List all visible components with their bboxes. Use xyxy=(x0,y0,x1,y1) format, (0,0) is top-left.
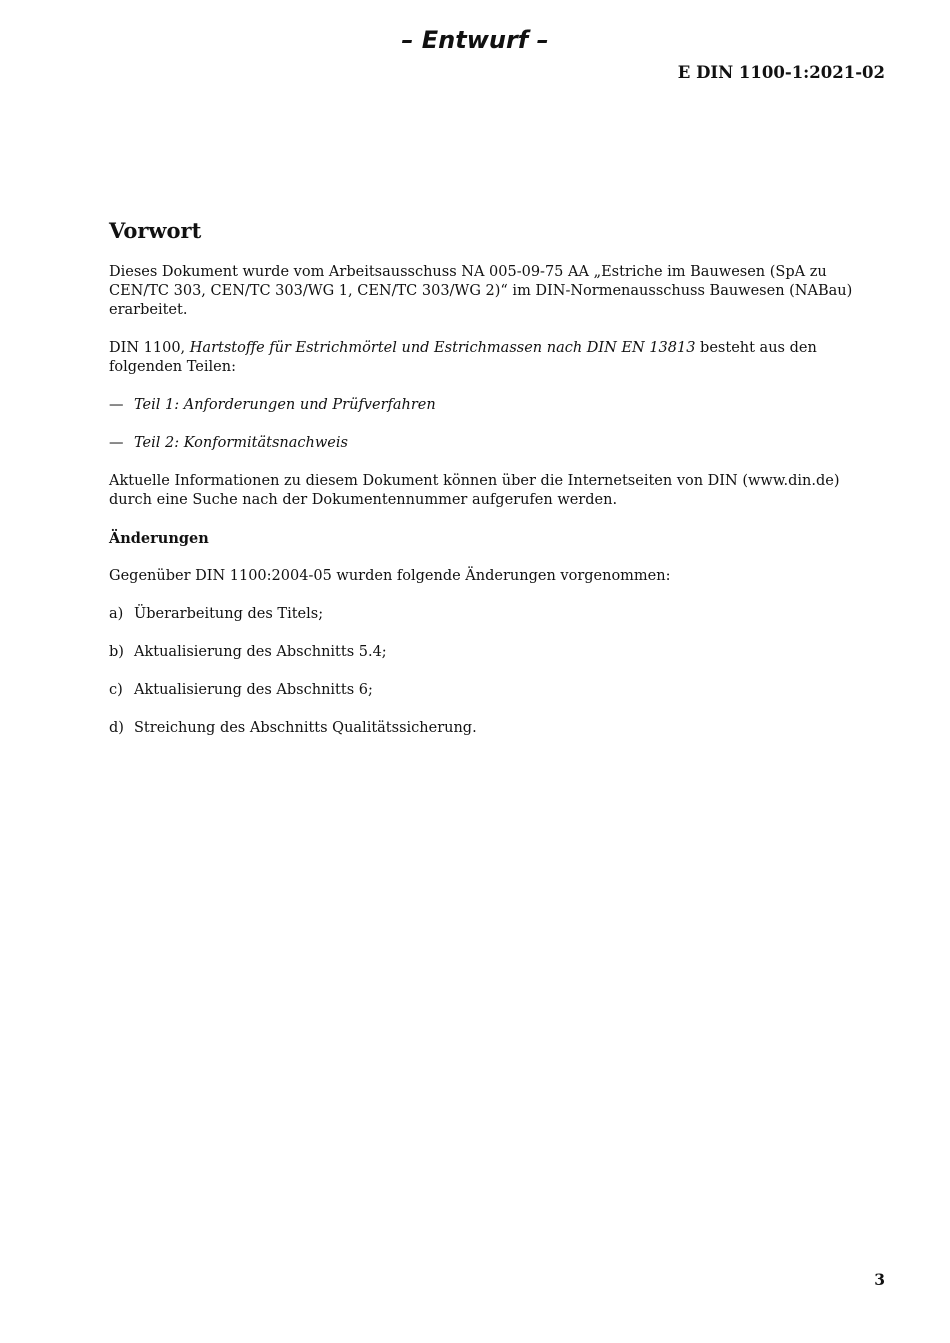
list-marker: c) xyxy=(109,682,123,698)
changes-heading: Änderungen xyxy=(109,530,209,547)
list-item xyxy=(109,434,887,453)
changes-intro: Gegenüber DIN 1100:2004-05 wurden folgende Änderungen vorgenommen: xyxy=(109,568,671,584)
parts-intro-suffix: besteht aus den folgenden Teilen: xyxy=(109,340,817,375)
page-number: 3 xyxy=(874,1270,885,1289)
list-item xyxy=(109,681,887,700)
list-item xyxy=(109,643,887,662)
list-item xyxy=(109,719,887,738)
list-marker: d) xyxy=(109,720,124,736)
change-text: Streichung des Abschnitts Qualitätssicherung. xyxy=(134,720,477,736)
document-body xyxy=(109,216,887,757)
change-text: Aktualisierung des Abschnitts 6; xyxy=(134,682,373,698)
paragraph-committee: Dieses Dokument wurde vom Arbeitsausschuss NA 005-09-75 AA „Estriche im Bauwesen (SpA zu CEN/TC 303, CEN/TC 303/WG 1, CEN/TC 303/WG 2)“ im DIN-Normenausschuss Bauwesen (NABau) erarbeitet. xyxy=(109,264,853,318)
list-marker: b) xyxy=(109,644,124,660)
standard-title: Hartstoffe für Estrichmörtel und Estrichmassen nach DIN EN 13813 xyxy=(189,340,696,356)
document-id: E DIN 1100-1:2021-02 xyxy=(677,63,885,82)
part-title: Teil 1: Anforderungen und Prüfverfahren xyxy=(134,397,436,413)
section-title: Vorwort xyxy=(109,218,202,243)
paragraph-parts-intro xyxy=(109,339,887,377)
parts-intro-prefix: DIN 1100, xyxy=(109,340,190,356)
list-marker: — xyxy=(109,397,124,413)
list-marker: a) xyxy=(109,606,124,622)
list-marker: — xyxy=(109,435,124,451)
change-text: Aktualisierung des Abschnitts 5.4; xyxy=(134,644,387,660)
draft-label: – Entwurf – xyxy=(401,26,549,54)
change-text: Überarbeitung des Titels; xyxy=(134,606,324,622)
list-item xyxy=(109,605,887,624)
list-item xyxy=(109,396,887,415)
paragraph-info: Aktuelle Informationen zu diesem Dokument können über die Internetseiten von DIN (www.din.de) durch eine Suche nach der Dokumentennummer aufgerufen werden. xyxy=(109,473,840,508)
part-title: Teil 2: Konformitätsnachweis xyxy=(134,435,348,451)
